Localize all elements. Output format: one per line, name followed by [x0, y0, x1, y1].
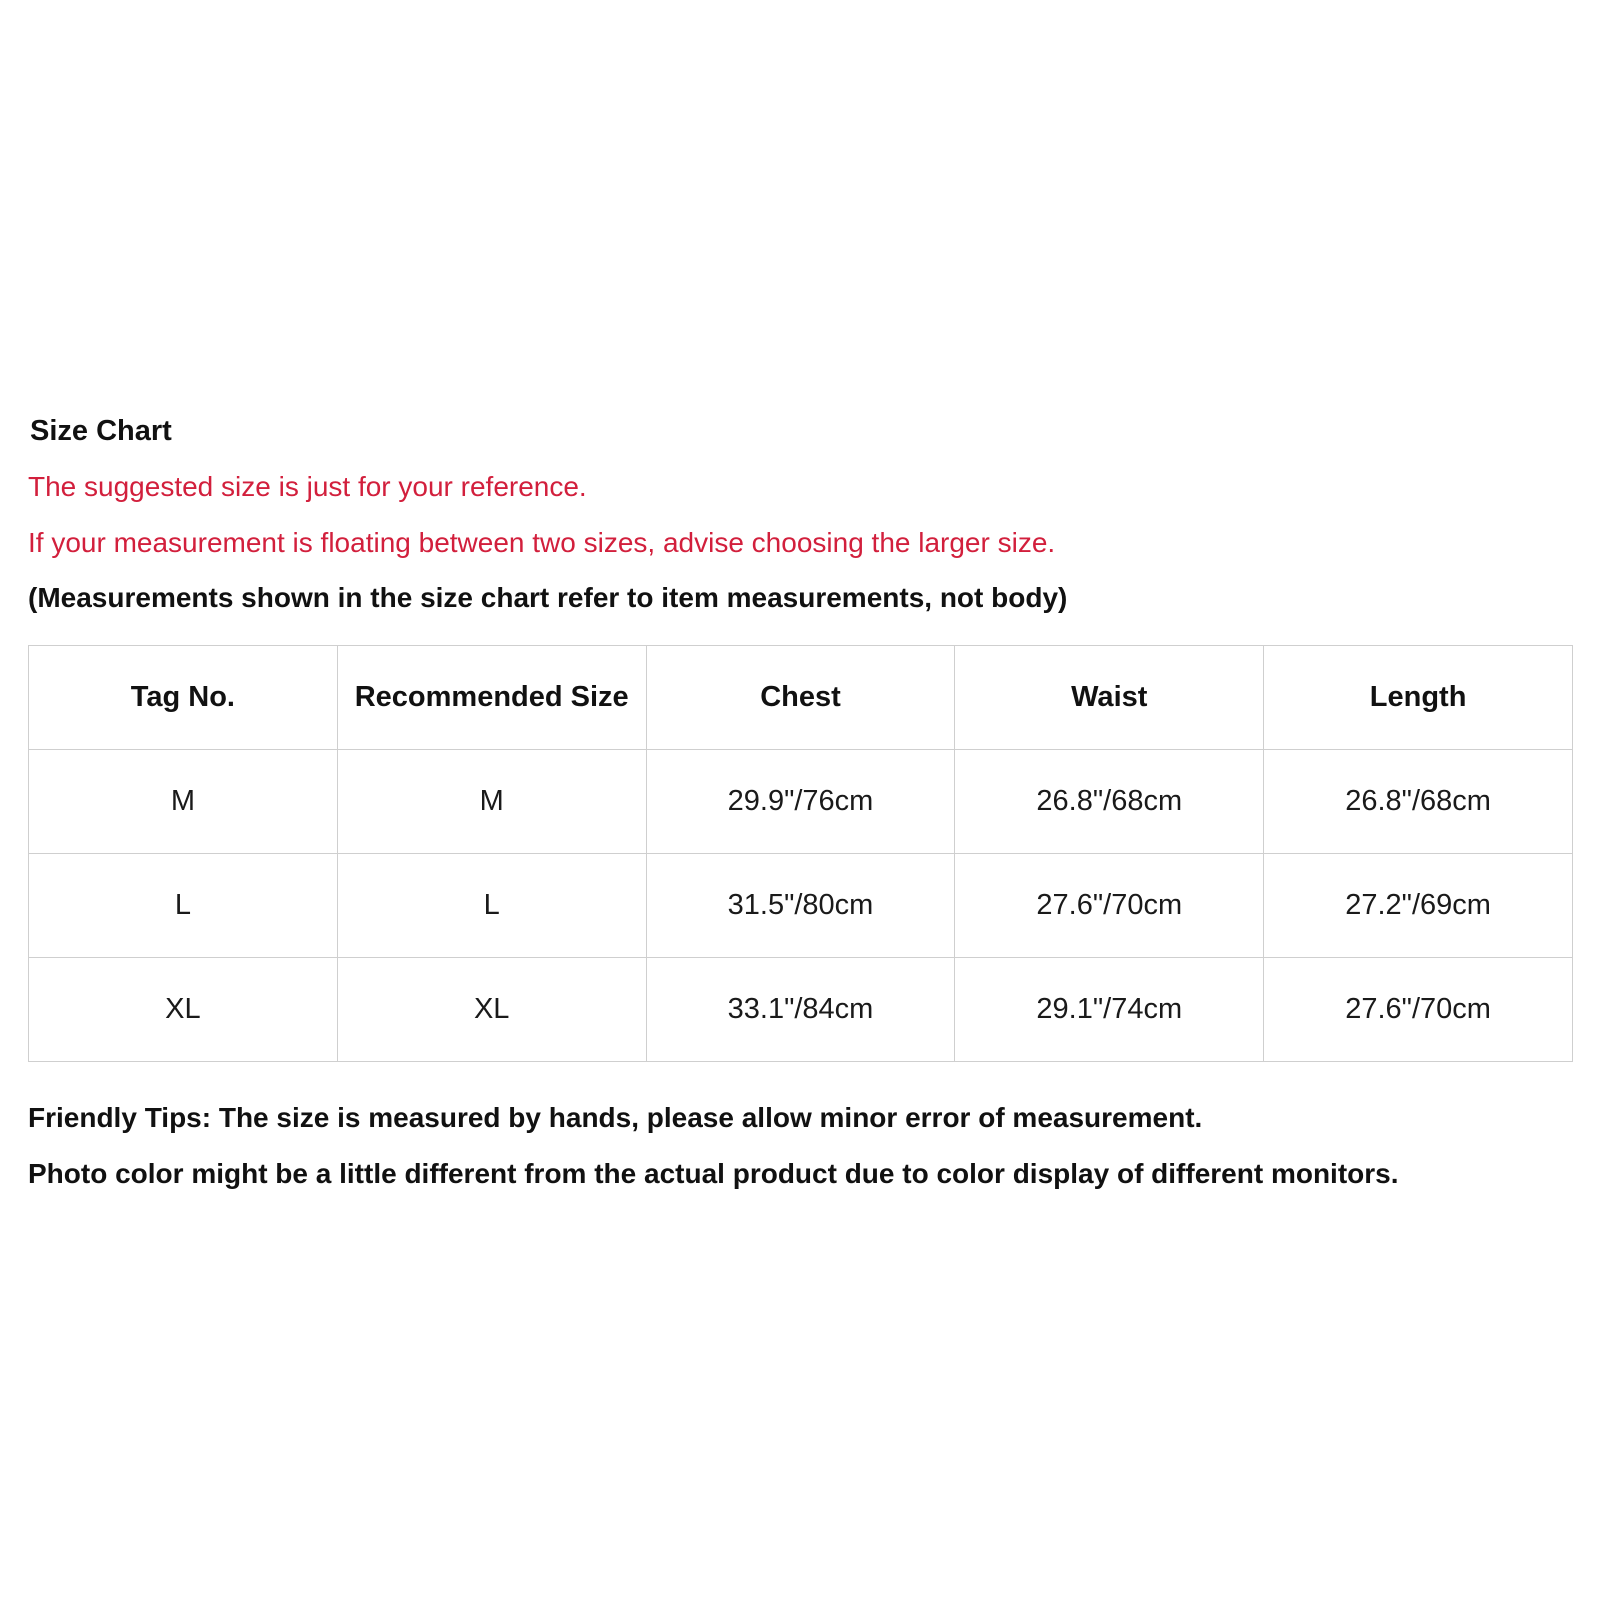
header-recommended-size: Recommended Size	[337, 646, 646, 750]
cell-waist: 26.8"/68cm	[955, 750, 1264, 854]
header-chest: Chest	[646, 646, 955, 750]
cell-recommended-size: M	[337, 750, 646, 854]
cell-recommended-size: XL	[337, 958, 646, 1062]
header-length: Length	[1264, 646, 1573, 750]
cell-length: 27.6"/70cm	[1264, 958, 1573, 1062]
larger-size-advice: If your measurement is floating between two sizes, advise choosing the larger size.	[28, 527, 1056, 558]
cell-length: 27.2"/69cm	[1264, 854, 1573, 958]
measurement-disclaimer: (Measurements shown in the size chart refer to item measurements, not body)	[28, 582, 1068, 613]
cell-tag-no: XL	[29, 958, 338, 1062]
header-tag-no: Tag No.	[29, 646, 338, 750]
cell-length: 26.8"/68cm	[1264, 750, 1573, 854]
table-header-row	[29, 646, 1573, 750]
size-chart-heading: Size Chart	[30, 415, 172, 447]
table-row	[29, 750, 1573, 854]
friendly-tip: Friendly Tips: The size is measured by hands, please allow minor error of measurement.	[28, 1102, 1203, 1133]
cell-recommended-size: L	[337, 854, 646, 958]
reference-note: The suggested size is just for your reference.	[28, 471, 587, 502]
size-table	[28, 645, 1573, 1062]
cell-chest: 31.5"/80cm	[646, 854, 955, 958]
cell-waist: 29.1"/74cm	[955, 958, 1264, 1062]
header-waist: Waist	[955, 646, 1264, 750]
cell-waist: 27.6"/70cm	[955, 854, 1264, 958]
cell-tag-no: M	[29, 750, 338, 854]
table-row	[29, 854, 1573, 958]
cell-chest: 33.1"/84cm	[646, 958, 955, 1062]
cell-chest: 29.9"/76cm	[646, 750, 955, 854]
photo-color-tip: Photo color might be a little different from the actual product due to color display of different monitors.	[28, 1158, 1399, 1189]
cell-tag-no: L	[29, 854, 338, 958]
table-row	[29, 958, 1573, 1062]
